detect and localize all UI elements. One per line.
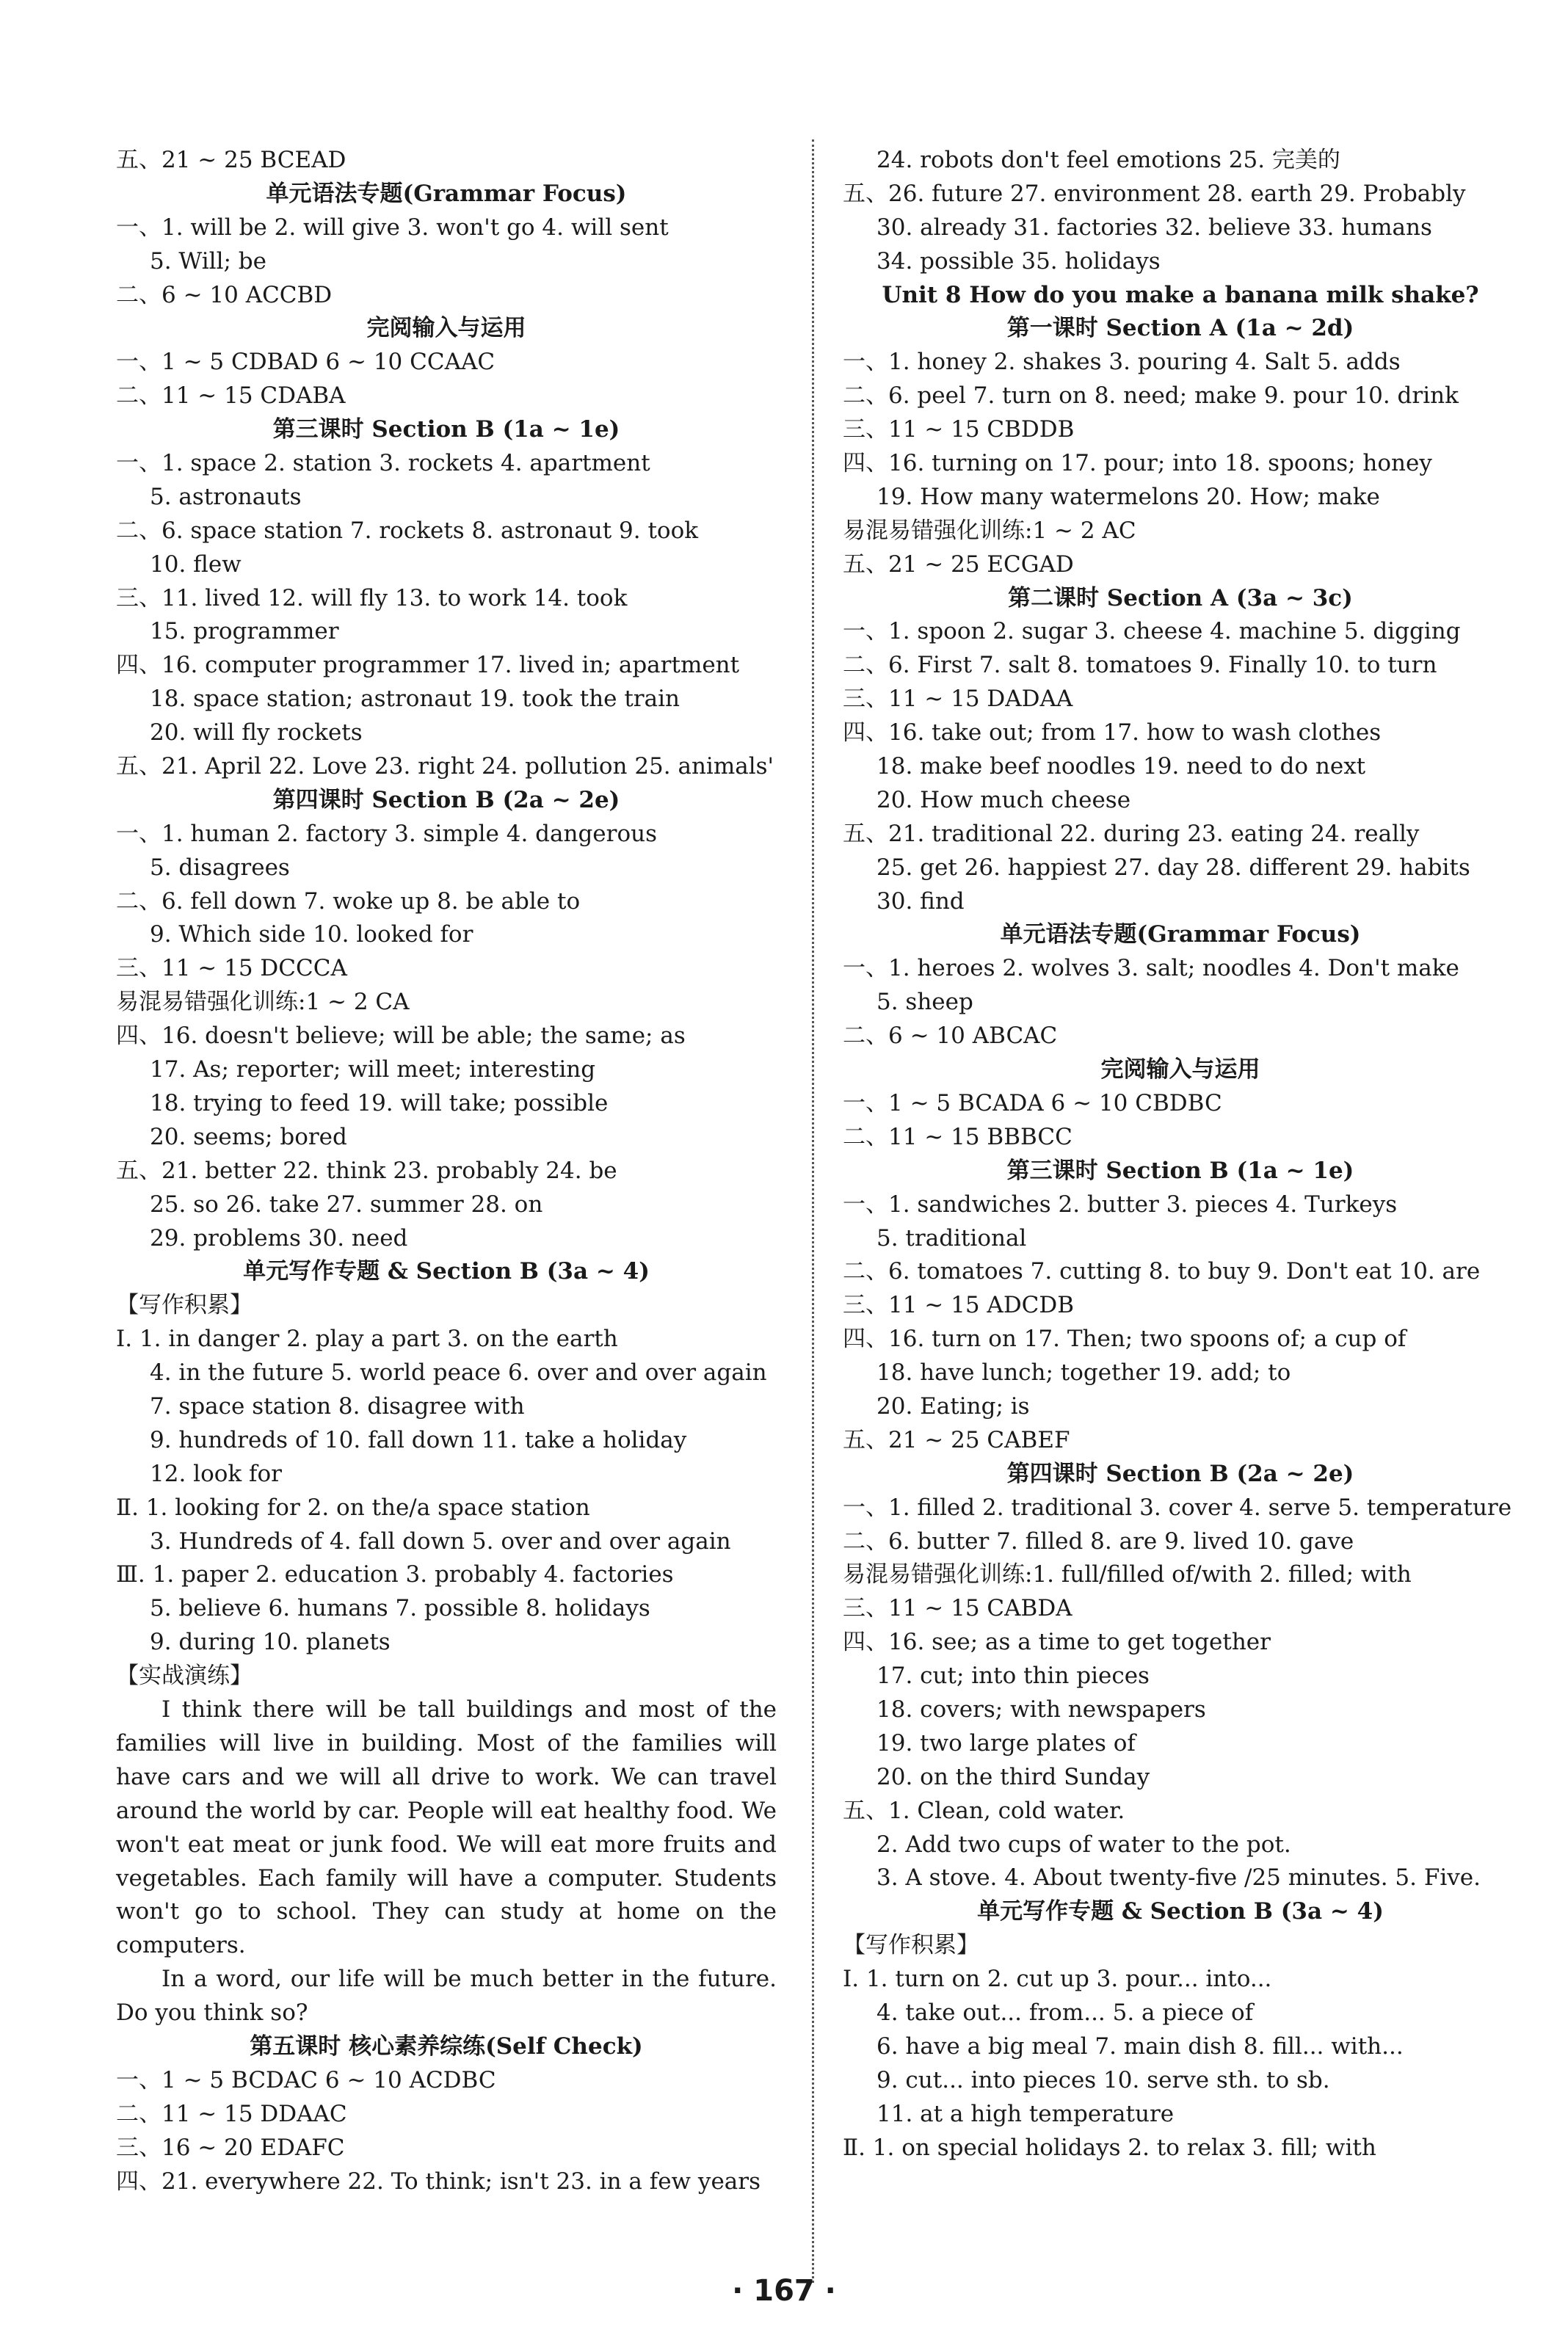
section-heading: 第三课时 Section B (1a ~ 1e) [1006, 1157, 1354, 1184]
answer-line: 5. disagrees [150, 854, 290, 881]
answer-line: 一、1. will be 2. will give 3. won't go 4. will sent [116, 214, 669, 241]
answer-line: 19. two large plates of [876, 1729, 1136, 1757]
section-heading: 第三课时 Section B (1a ~ 1e) [272, 416, 620, 443]
answer-line: 5. astronauts [150, 483, 302, 510]
answer-line: 易混易错强化训练:1. full/filled of/with 2. filled; with [843, 1561, 1412, 1588]
answer-line: 20. How much cheese [876, 786, 1131, 813]
answer-line: 6. have a big meal 7. main dish 8. fill... with... [876, 2033, 1404, 2060]
answer-line: Ⅱ. 1. on special holidays 2. to relax 3. fill; with [843, 2134, 1376, 2161]
answer-line: 【实战演练】 [116, 1663, 253, 1690]
answer-line: 【写作积累】 [843, 1932, 979, 1959]
left-column [116, 144, 777, 2198]
answer-line: 四、16. turning on 17. pour; into 18. spoons; honey [843, 450, 1432, 477]
right-column [843, 144, 1518, 2165]
section-heading: 单元写作专题 & Section B (3a ~ 4) [243, 1258, 650, 1285]
answer-line: 24. robots don't feel emotions 25. 完美的 [876, 147, 1340, 173]
answer-line: 17. As; reporter; will meet; interesting [150, 1056, 596, 1083]
answer-line: 18. have lunch; together 19. add; to [876, 1359, 1291, 1387]
answer-line: 5. Will; be [150, 247, 266, 275]
answer-line: 四、21. everywhere 22. To think; isn't 23. in a few years [116, 2168, 761, 2195]
answer-line: 四、16. see; as a time to get together [843, 1629, 1271, 1656]
answer-line: 9. cut... into pieces 10. serve sth. to sb. [876, 2066, 1330, 2093]
answer-line: 18. space station; astronaut 19. took the train [150, 686, 680, 713]
answer-line: 易混易错强化训练:1 ~ 2 CA [116, 989, 410, 1016]
answer-line: 二、6. peel 7. turn on 8. need; make 9. pour 10. drink [843, 382, 1459, 410]
answer-line: 三、11. lived 12. will fly 13. to work 14. took [116, 584, 628, 611]
answer-line: 二、6. butter 7. filled 8. are 9. lived 10. gave [843, 1528, 1354, 1555]
answer-line: Ⅰ. 1. turn on 2. cut up 3. pour... into... [843, 1966, 1272, 1993]
section-heading: 单元写作专题 & Section B (3a ~ 4) [977, 1898, 1384, 1925]
answer-line: 五、26. future 27. environment 28. earth 29. Probably [843, 180, 1466, 207]
answer-line: 二、6. space station 7. rockets 8. astronaut 9. took [116, 517, 699, 544]
answer-line: 一、1 ~ 5 BCDAC 6 ~ 10 ACDBC [116, 2066, 496, 2093]
answer-line: 11. at a high temperature [876, 2100, 1175, 2127]
answer-line: 五、21. traditional 22. during 23. eating 24. really [843, 820, 1420, 847]
answer-line: 3. Hundreds of 4. fall down 5. over and over again [150, 1528, 731, 1555]
answer-line: 7. space station 8. disagree with [150, 1392, 525, 1420]
answer-line: 12. look for [150, 1460, 282, 1487]
answer-line: 五、21. April 22. Love 23. right 24. pollution 25. animals' [116, 753, 774, 780]
answer-line: 二、11 ~ 15 CDABA [116, 382, 346, 410]
section-heading: 第四课时 Section B (2a ~ 2e) [1006, 1460, 1354, 1487]
answer-line: 5. sheep [876, 989, 973, 1016]
answer-line: 五、21. better 22. think 23. probably 24. be [116, 1157, 617, 1184]
answer-line: 四、16. take out; from 17. how to wash clothes [843, 719, 1382, 747]
answer-line: 二、11 ~ 15 BBBCC [843, 1123, 1072, 1150]
answer-line: 五、21 ~ 25 ECGAD [843, 551, 1074, 578]
answer-line: 2. Add two cups of water to the pot. [876, 1831, 1291, 1858]
section-heading: 第一课时 Section A (1a ~ 2d) [1006, 315, 1354, 342]
section-heading: 完阅输入与运用 [1100, 1056, 1260, 1083]
answer-line: 二、6. fell down 7. woke up 8. be able to [116, 887, 581, 915]
answer-line: 30. find [876, 887, 965, 915]
answer-line: 9. Which side 10. looked for [150, 921, 473, 948]
answer-line: 10. flew [150, 551, 242, 578]
answer-line: 三、16 ~ 20 EDAFC [116, 2134, 345, 2161]
essay-paragraph: I think there will be tall buildings and most of the families will live in building. Most of the families will have cars and we will all drive to work. We can travel around the world by car. People will eat healthy food. We won't eat meat or junk food. We will eat more fruits and vegetables. Each family will have a computer. Students won't go to school. They can study at home on the computers. [116, 1696, 777, 1959]
answer-line: 一、1. heroes 2. wolves 3. salt; noodles 4. Don't make [843, 955, 1459, 982]
answer-line: 18. covers; with newspapers [876, 1696, 1206, 1723]
answer-line: 25. get 26. happiest 27. day 28. different 29. habits [876, 854, 1470, 881]
column-divider [812, 139, 814, 2283]
section-heading: Unit 8 How do you make a banana milk shake? [882, 281, 1479, 308]
answer-line: 三、11 ~ 15 CBDDB [843, 416, 1075, 443]
answer-line: 三、11 ~ 15 CABDA [843, 1595, 1072, 1622]
answer-line: 5. believe 6. humans 7. possible 8. holidays [150, 1595, 650, 1622]
answer-line: 【写作积累】 [116, 1292, 253, 1319]
answer-line: 18. trying to feed 19. will take; possible [150, 1089, 609, 1116]
answer-line: 一、1. filled 2. traditional 3. cover 4. serve 5. temperature [843, 1494, 1512, 1521]
answer-line: 一、1. human 2. factory 3. simple 4. dangerous [116, 820, 657, 847]
answer-line: 二、6. First 7. salt 8. tomatoes 9. Finally 10. to turn [843, 652, 1437, 679]
answer-line: 9. during 10. planets [150, 1629, 391, 1656]
answer-line: 9. hundreds of 10. fall down 11. take a holiday [150, 1426, 687, 1453]
answer-line: 18. make beef noodles 19. need to do next [876, 753, 1366, 780]
answer-line: 20. Eating; is [876, 1392, 1030, 1420]
answer-line: 三、11 ~ 15 ADCDB [843, 1292, 1075, 1319]
answer-line: 一、1. spoon 2. sugar 3. cheese 4. machine 5. digging [843, 618, 1461, 645]
answer-line: 二、11 ~ 15 DDAAC [116, 2100, 347, 2127]
answer-line: 一、1 ~ 5 CDBAD 6 ~ 10 CCAAC [116, 349, 496, 376]
answer-line: 20. on the third Sunday [876, 1763, 1150, 1790]
answer-line: 34. possible 35. holidays [876, 247, 1161, 275]
answer-line: 二、6. tomatoes 7. cutting 8. to buy 9. Don't eat 10. are [843, 1258, 1481, 1285]
answer-line: 4. in the future 5. world peace 6. over and over again [150, 1359, 767, 1387]
answer-line: 易混易错强化训练:1 ~ 2 AC [843, 517, 1136, 544]
answer-line: 五、1. Clean, cold water. [843, 1797, 1125, 1824]
answer-line: 5. traditional [876, 1224, 1027, 1252]
answer-line: 30. already 31. factories 32. believe 33. humans [876, 214, 1432, 241]
page-number: · 167 · [732, 2274, 836, 2308]
model-essay [116, 1693, 777, 2030]
answer-line: 三、11 ~ 15 DCCCA [116, 955, 347, 982]
section-heading: 完阅输入与运用 [366, 315, 526, 342]
answer-line: 二、6 ~ 10 ACCBD [116, 281, 333, 308]
answer-line: 四、16. doesn't believe; will be able; the same; as [116, 1022, 686, 1050]
answer-line: 一、1. sandwiches 2. butter 3. pieces 4. Turkeys [843, 1191, 1398, 1218]
answer-line: 一、1. honey 2. shakes 3. pouring 4. Salt 5. adds [843, 349, 1401, 376]
answer-line: 四、16. turn on 17. Then; two spoons of; a cup of [843, 1326, 1407, 1353]
answer-line: 三、11 ~ 15 DADAA [843, 686, 1073, 713]
section-heading: 单元语法专题(Grammar Focus) [1000, 921, 1361, 948]
answer-line: 一、1 ~ 5 BCADA 6 ~ 10 CBDBC [843, 1089, 1222, 1116]
section-heading: 第五课时 核心素养综练(Self Check) [250, 2033, 643, 2060]
answer-line: 29. problems 30. need [150, 1224, 408, 1252]
section-heading: 第二课时 Section A (3a ~ 3c) [1008, 584, 1353, 611]
answer-line: 17. cut; into thin pieces [876, 1663, 1150, 1690]
answer-line: 20. seems; bored [150, 1123, 347, 1150]
answer-line: 一、1. space 2. station 3. rockets 4. apartment [116, 450, 650, 477]
answer-line: Ⅰ. 1. in danger 2. play a part 3. on the earth [116, 1326, 618, 1353]
answer-line: Ⅱ. 1. looking for 2. on the/a space station [116, 1494, 590, 1521]
section-heading: 第四课时 Section B (2a ~ 2e) [272, 786, 620, 813]
section-heading: 单元语法专题(Grammar Focus) [266, 180, 627, 207]
answer-line: 20. will fly rockets [150, 719, 363, 747]
answer-line: 15. programmer [150, 618, 339, 645]
answer-line: 五、21 ~ 25 CABEF [843, 1426, 1070, 1453]
answer-line: 四、16. computer programmer 17. lived in; apartment [116, 652, 740, 679]
answer-line: 二、6 ~ 10 ABCAC [843, 1022, 1058, 1050]
answer-line: Ⅲ. 1. paper 2. education 3. probably 4. factories [116, 1561, 674, 1588]
answer-line: 4. take out... from... 5. a piece of [876, 1999, 1254, 2026]
essay-paragraph: In a word, our life will be much better in the future. Do you think so? [116, 1966, 777, 2027]
answer-line: 3. A stove. 4. About twenty-five /25 minutes. 5. Five. [876, 1864, 1481, 1892]
answer-line: 19. How many watermelons 20. How; make [876, 483, 1380, 510]
answer-line: 五、21 ~ 25 BCEAD [116, 147, 346, 173]
answer-line: 25. so 26. take 27. summer 28. on [150, 1191, 543, 1218]
